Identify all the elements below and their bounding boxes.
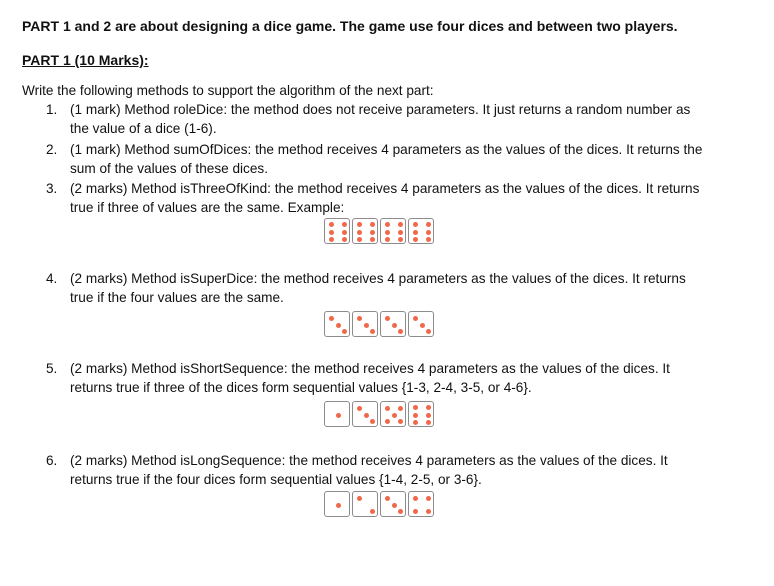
- pip: [385, 230, 390, 235]
- pip: [385, 406, 390, 411]
- die-face-3: [324, 311, 350, 337]
- die-face-1: [324, 491, 350, 517]
- pip: [364, 323, 369, 328]
- pip: [370, 419, 375, 424]
- pip: [413, 496, 418, 501]
- pip: [370, 237, 375, 242]
- die-face-3: [352, 401, 378, 427]
- die-face-6: [408, 401, 434, 427]
- pip: [426, 420, 431, 425]
- item-number: 3.: [46, 181, 58, 196]
- pip: [336, 503, 341, 508]
- die-face-6: [380, 218, 406, 244]
- item-line-2: true if three of values are the same. Example:: [70, 200, 345, 215]
- item-line-1: (2 marks) Method isSuperDice: the method receives 4 parameters as the values of the dices. It returns: [70, 271, 686, 286]
- pip: [329, 230, 334, 235]
- item-number: 2.: [46, 142, 58, 157]
- die-face-2: [352, 491, 378, 517]
- pip: [413, 237, 418, 242]
- pip: [426, 329, 431, 334]
- item-line-2: returns true if the four dices form sequential values {1-4, 2-5, or 3-6}.: [70, 472, 482, 487]
- pip: [336, 413, 341, 418]
- die-face-3: [352, 311, 378, 337]
- pip: [342, 230, 347, 235]
- pip: [357, 406, 362, 411]
- pip: [426, 230, 431, 235]
- pip: [385, 419, 390, 424]
- pip: [426, 405, 431, 410]
- pip: [426, 496, 431, 501]
- item-number: 4.: [46, 271, 58, 286]
- pip: [426, 222, 431, 227]
- pip: [413, 509, 418, 514]
- pip: [398, 222, 403, 227]
- pip: [385, 222, 390, 227]
- pip: [398, 237, 403, 242]
- pip: [392, 413, 397, 418]
- die-face-1: [324, 401, 350, 427]
- pip: [357, 222, 362, 227]
- pip: [385, 316, 390, 321]
- pip: [385, 496, 390, 501]
- item-number: 6.: [46, 453, 58, 468]
- item-number: 5.: [46, 361, 58, 376]
- die-face-3: [408, 311, 434, 337]
- pip: [398, 509, 403, 514]
- pip: [385, 237, 390, 242]
- die-face-4: [408, 491, 434, 517]
- item-line-2: returns true if three of the dices form sequential values {1-3, 2-4, 3-5, or 4-6}.: [70, 380, 532, 395]
- item-line-1: (2 marks) Method isShortSequence: the method receives 4 parameters as the values of the dices. It: [70, 361, 670, 376]
- pip: [413, 405, 418, 410]
- pip: [364, 413, 369, 418]
- dice-example-6: [324, 491, 434, 517]
- pip: [357, 496, 362, 501]
- dice-example-4: [324, 311, 434, 337]
- item-line-2: true if the four values are the same.: [70, 290, 284, 305]
- pip: [413, 222, 418, 227]
- pip: [370, 509, 375, 514]
- pip: [329, 316, 334, 321]
- item-line-1: (2 marks) Method isThreeOfKind: the method receives 4 parameters as the values of the dices. It returns: [70, 181, 700, 196]
- item-line-2: the value of a dice (1-6).: [70, 121, 217, 136]
- pip: [413, 316, 418, 321]
- pip: [336, 323, 341, 328]
- pip: [357, 237, 362, 242]
- pip: [357, 316, 362, 321]
- pip: [398, 406, 403, 411]
- pip: [413, 230, 418, 235]
- pip: [398, 230, 403, 235]
- item-line-2: sum of the values of these dices.: [70, 161, 268, 176]
- pip: [426, 237, 431, 242]
- pip: [342, 237, 347, 242]
- pip: [413, 413, 418, 418]
- die-face-6: [352, 218, 378, 244]
- pip: [329, 237, 334, 242]
- die-face-6: [408, 218, 434, 244]
- part1-heading: PART 1 (10 Marks):: [22, 52, 149, 68]
- pip: [398, 329, 403, 334]
- lead-text: Write the following methods to support the algorithm of the next part:: [22, 83, 434, 98]
- die-face-5: [380, 401, 406, 427]
- item-number: 1.: [46, 102, 58, 117]
- item-line-1: (1 mark) Method sumOfDices: the method receives 4 parameters as the values of the dices. It returns the: [70, 142, 703, 157]
- pip: [426, 509, 431, 514]
- pip: [426, 413, 431, 418]
- pip: [392, 503, 397, 508]
- item-line-1: (1 mark) Method roleDice: the method does not receive parameters. It just returns a random number as: [70, 102, 691, 117]
- dice-example-5: [324, 401, 434, 427]
- die-face-3: [380, 311, 406, 337]
- pip: [342, 329, 347, 334]
- dice-example-3: [324, 218, 434, 244]
- pip: [398, 419, 403, 424]
- pip: [342, 222, 347, 227]
- die-face-6: [324, 218, 350, 244]
- pip: [357, 230, 362, 235]
- intro-heading: PART 1 and 2 are about designing a dice game. The game use four dices and between two players.: [22, 18, 678, 34]
- pip: [370, 230, 375, 235]
- pip: [370, 329, 375, 334]
- pip: [329, 222, 334, 227]
- die-face-3: [380, 491, 406, 517]
- pip: [370, 222, 375, 227]
- pip: [420, 323, 425, 328]
- pip: [413, 420, 418, 425]
- item-line-1: (2 marks) Method isLongSequence: the method receives 4 parameters as the values of the dices. It: [70, 453, 668, 468]
- pip: [392, 323, 397, 328]
